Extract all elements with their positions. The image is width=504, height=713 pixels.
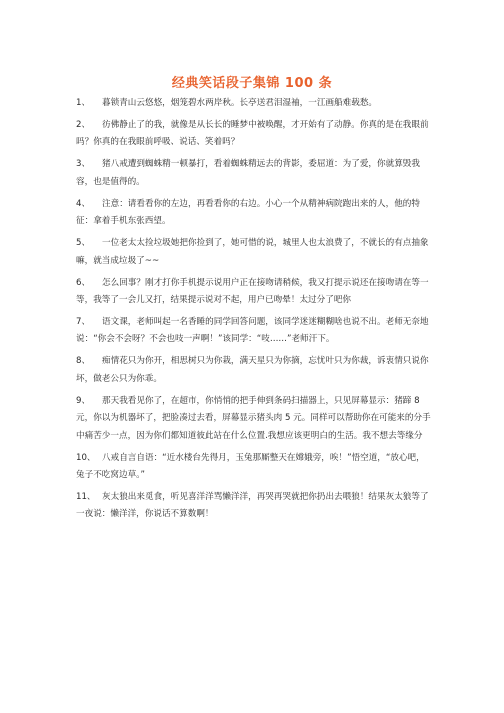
item-text: 八戒自言自语：“近水楼台先得月，玉兔那厮整天在嫦娥旁，唉！”悟空道，“放心吧，兔子不吃窝边草。” [76,452,425,481]
list-item [76,489,431,524]
list-item [76,275,431,310]
list-item [76,353,431,388]
list-item [76,196,431,231]
item-number: 2、 [76,120,91,130]
list-item [76,95,431,112]
list-item [76,314,431,349]
item-number: 3、 [76,159,91,170]
list-item [76,393,431,445]
item-text: 一位老太太捡垃圾她把你捡到了，她可惜的说，城里人也太浪费了，不就长的有点抽象嘛，就当成垃圾了~~ [76,238,429,266]
item-number: 9、 [76,395,91,406]
item-text: 彷佛静止了的我，就像是从长长的睡梦中被唤醒，才开始有了动静。你真的是在我眼前吗？你真的在我眼前呼吸、说话、笑着吗？ [76,120,429,148]
item-text: 怎么回事？刚才打你手机提示说用户正在接吻请稍候，我又打提示说还在接吻请在等一等，我等了一会儿又打，结果提示说对不起，用户已吻晕！太过分了吧你 [76,277,429,306]
item-number: 1、 [76,98,91,108]
item-text: 灰太狼出来觅食，听见喜洋洋骂懒洋洋，再哭再哭就把你扔出去喂狼！结果灰太狼等了一夜说：懒洋洋，你说话不算数啊！ [76,492,429,520]
item-number: 4、 [76,198,91,209]
document-title: 经典笑话段子集锦 100 条 [171,76,333,91]
item-text: 语文课，老师叫起一名香睡的同学回答问题，该同学迷迷糊糊啥也说不出。老师无奈地说：“你会不会呀？不会也吱一声啊！”该同学：“吱……”老师汗下。 [76,317,429,345]
list-item [76,450,431,485]
item-number: 11、 [76,492,96,503]
list-item [76,156,431,191]
item-number: 6、 [76,277,91,288]
item-text: 暮锁青山云悠悠，烟笼碧水两岸秋。长亭送君泪湿袖，一江画船难载愁。 [102,98,378,108]
item-text: 痴情花只为你开，相思树只为你栽，满天星只为你摘，忘忧叶只为你裁，诉衷情只说你坏，做老公只为你乖。 [76,356,429,384]
item-number: 5、 [76,238,91,249]
list-item [76,235,431,270]
joke-list [76,95,431,528]
item-text: 猪八戒遭到蜘蛛精一顿暴打，看着蜘蛛精远去的背影，委屈道：为了爱，你就算毁我容，也是值得的。 [76,159,420,187]
list-item [76,117,431,152]
item-text: 那天我看见你了，在超市，你悄悄的把手伸到条码扫描器上，只见屏幕显示：猪蹄 8 元，你以为机器坏了，把脸凑过去看，屏幕显示猪头肉 5 元。同样可以帮助你在可能来的分手中痛苦少一点，因为你们都知道彼此站在什么位置.我想应该更明白的生活。我不想去等缘分 [76,395,431,441]
item-number: 7、 [76,317,91,328]
item-number: 10、 [76,452,96,463]
item-number: 8、 [76,356,91,367]
item-text: 注意：请看看你的左边，再看看你的右边。小心一个从精神病院跑出来的人，他的特征：拿着手机东张西望。 [76,198,420,227]
